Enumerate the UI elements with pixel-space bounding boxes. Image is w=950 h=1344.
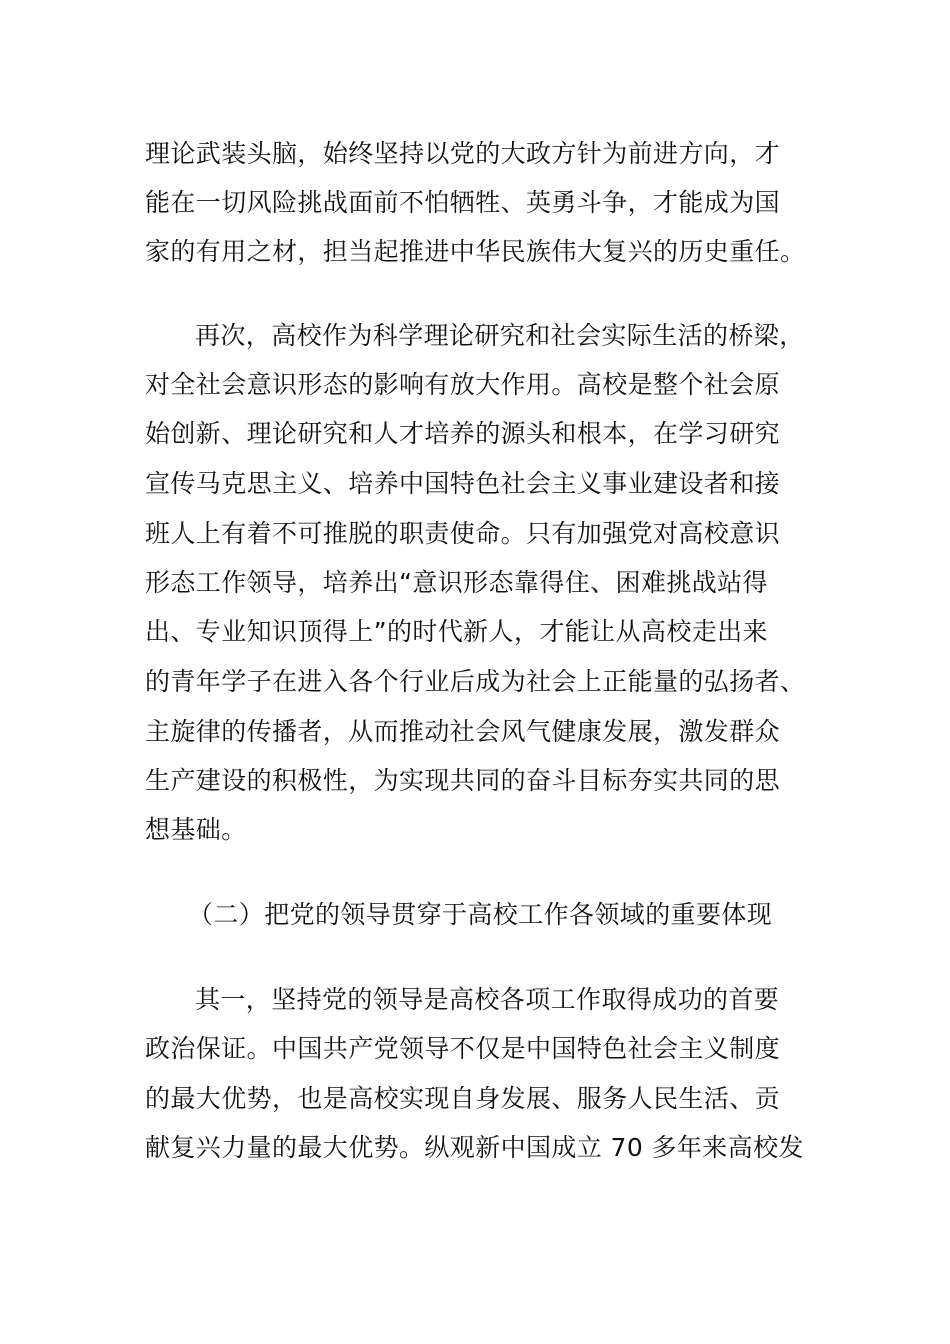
text-line: 出、专业知识顶得上”的时代新人，才能让从高校走出来	[145, 617, 768, 646]
text-line: 理论武装头脑，始终坚持以党的大政方针为前进方向，才	[145, 139, 781, 168]
text-line: 主旋律的传播者，从而推动社会风气健康发展，激发群众	[145, 717, 781, 746]
heading-text: （二）把党的领导贯穿于高校工作各领域的重要体现	[188, 900, 773, 929]
text-line: 生产建设的积极性，为实现共同的奋斗目标夯实共同的思	[145, 766, 781, 795]
text-line: 的青年学子在进入各个行业后成为社会上正能量的弘扬者、	[145, 667, 806, 696]
text-line: 政治保证。中国共产党领导不仅是中国特色社会主义制度	[145, 1034, 781, 1063]
text-line: 其一，坚持党的领导是高校各项工作取得成功的首要	[195, 985, 780, 1014]
text-line: 班人上有着不可推脱的职责使命。只有加强党对高校意识	[145, 519, 781, 548]
text-line: 对全社会意识形态的影响有放大作用。高校是整个社会原	[145, 370, 781, 399]
text-line: 始创新、理论研究和人才培养的源头和根本，在学习研究	[145, 419, 781, 448]
text-line: 家的有用之材，担当起推进中华民族伟大复兴的历史重任。	[145, 237, 806, 266]
text-line: 的最大优势，也是高校实现自身发展、服务人民生活、贡	[145, 1084, 781, 1113]
text-line: 宣传马克思主义、培养中国特色社会主义事业建设者和接	[145, 469, 781, 498]
text-line: 能在一切风险挑战面前不怕牺牲、英勇斗争，才能成为国	[145, 188, 781, 217]
text-line: 献复兴力量的最大优势。纵观新中国成立 70 多年来高校发	[145, 1133, 804, 1162]
text-line: 再次，高校作为科学理论研究和社会实际生活的桥梁，	[195, 321, 805, 350]
text-line: 形态工作领导，培养出“意识形态靠得住、困难挑战站得	[145, 568, 768, 597]
text-line: 想基础。	[145, 815, 247, 844]
